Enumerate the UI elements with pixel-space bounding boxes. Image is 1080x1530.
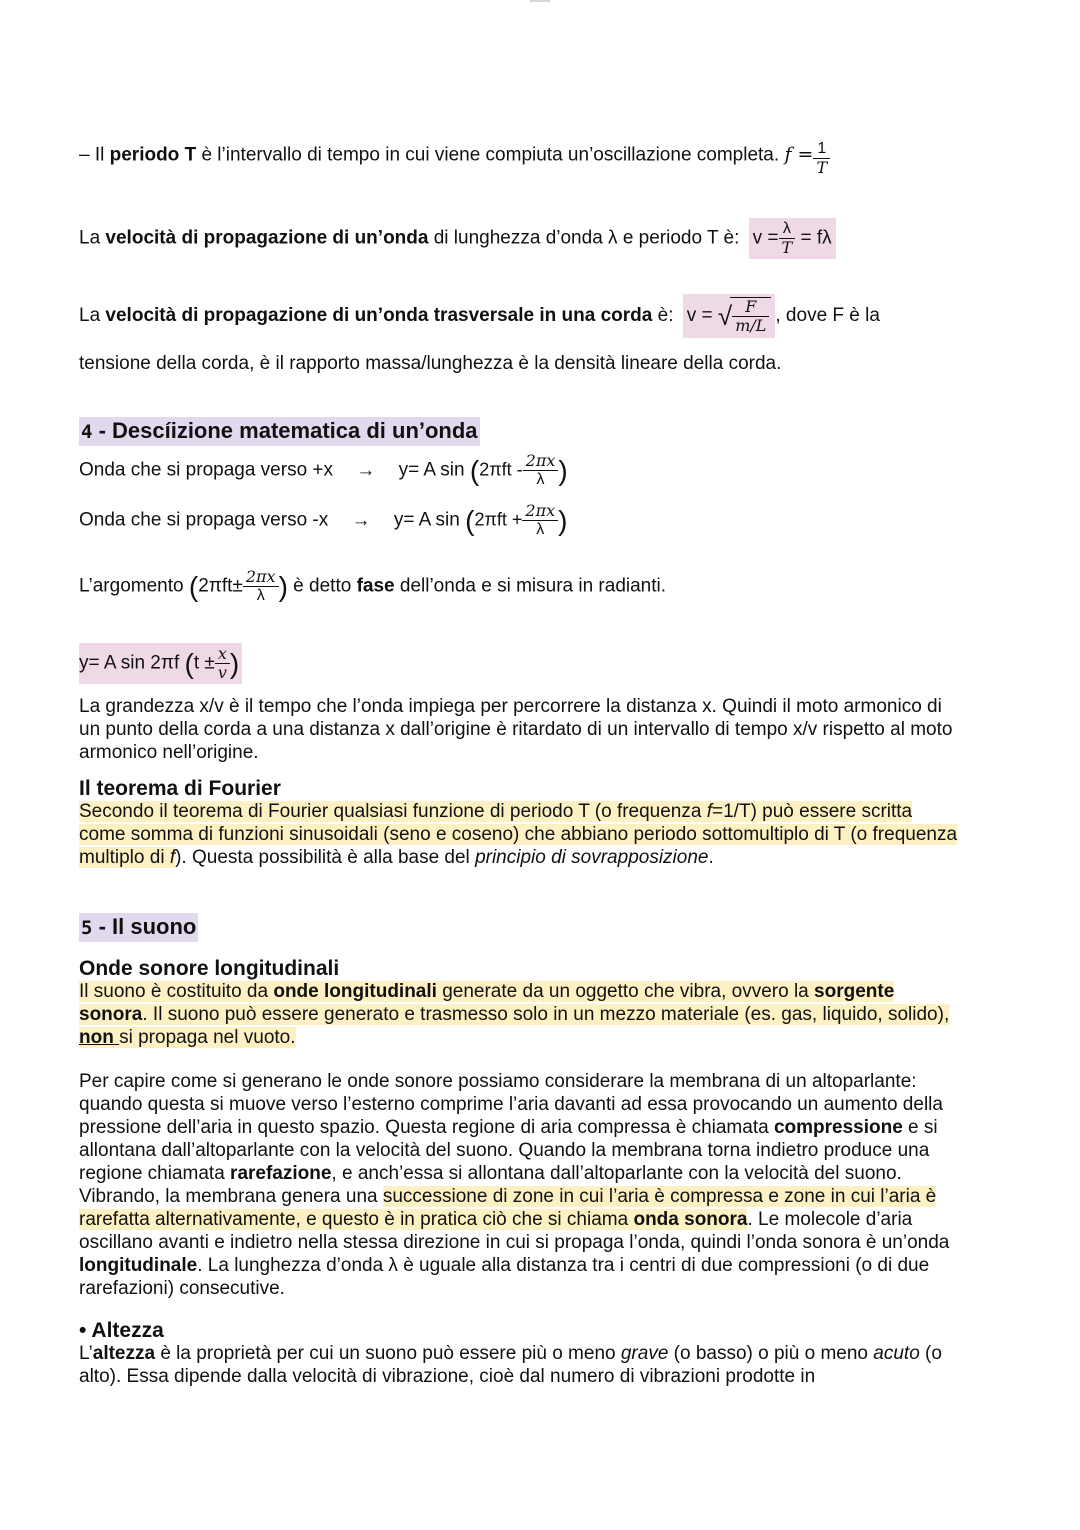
- phase-prefix: L’argomento: [79, 575, 184, 597]
- phase-rest: dell’onda e si misura in radianti.: [394, 575, 667, 597]
- speaker-text-2: e si allontana dall’altoparlante con la velocità del suono. Quando la membrana torna indietro produce una regione chiamata: [79, 1117, 938, 1184]
- period-prefix: – Il: [79, 144, 110, 166]
- pitch-text-1: L’: [79, 1343, 93, 1364]
- sound-source-term: sorgente sonora: [79, 981, 895, 1025]
- period-term: periodo T: [109, 144, 197, 166]
- wave-speed-term: velocità di propagazione di un’onda: [105, 227, 429, 249]
- section-4-number: 4: [81, 421, 93, 443]
- wave-minus-inner: 2πft +: [474, 509, 523, 530]
- frequency-fraction: [813, 140, 830, 177]
- phase-numerator: 2πx: [243, 568, 279, 587]
- speaker-highlight: successione di zone in cui l’aria è compressa e zone in cui l’aria è rarefatta alternativamente, e questo è in pratica ciò che si chiama: [79, 1186, 937, 1230]
- wave-minus-denominator: λ: [536, 521, 545, 538]
- fourier-f-2: f: [169, 847, 176, 868]
- wave-plus-denominator: λ: [536, 471, 545, 488]
- string-speed-term: velocità di propagazione di un’onda trasversale in una corda: [105, 305, 653, 327]
- speaker-text-4: . Le molecole d’aria oscillano avanti e indietro nella stessa direzione in cui si propaga l’onda, quindi l’onda sonora è un’onda: [79, 1209, 950, 1253]
- fourier-f-1: f: [706, 801, 713, 822]
- frequency-numerator: 1: [813, 140, 830, 159]
- string-speed-formula: [683, 294, 776, 338]
- fourier-text-4: .: [708, 847, 714, 868]
- wave-speed-numerator: λ: [779, 220, 796, 239]
- phase-line: L’argomento (2πft± $\frac{2\pi x}{\lambda}$ ) è detto fase dell’onda e si misura in radianti.: [79, 567, 667, 604]
- alt-equation-fraction: [215, 645, 230, 682]
- pitch-term: altezza: [92, 1343, 156, 1364]
- fourier-text-2: =1/T) può essere scritta come somma di funzioni sinusoidali (seno e coseno) che abbiano periodo sottomultiplo di T (o frequenza multiplo di: [79, 801, 958, 868]
- string-speed-suffix: , dove F è la: [775, 305, 880, 327]
- pitch-acute: acuto: [873, 1343, 920, 1364]
- fourier-paragraph: [79, 800, 959, 869]
- speaker-text-5: . La lunghezza d’onda λ è uguale alla distanza tra i centri di due compressioni (o di due rarefazioni) consecutive.: [79, 1255, 930, 1299]
- pitch-text-4: (o alto). Essa dipende dalla velocità di vibrazione, cioè dal numero di vibrazioni prodotte in: [79, 1343, 942, 1387]
- sound-text-4: si propaga nel vuoto.: [119, 1027, 296, 1048]
- fourier-text-3: ). Questa possibilità è alla base del: [175, 847, 476, 868]
- wave-plus-fraction: [523, 452, 559, 489]
- arrow-right-icon: →: [356, 459, 376, 481]
- wave-plus-inner: 2πft -: [479, 459, 523, 480]
- alt-equation-numerator: x: [215, 645, 230, 664]
- wave-minus-line: Onda che si propaga verso -x → y= A sin (2πft + $\frac{2\pi x}{\lambda}$ ): [79, 501, 568, 538]
- sound-text-1: Il suono è costituito da: [79, 981, 274, 1002]
- section-4-heading: [79, 417, 480, 446]
- section-4-title: - Descíizione matematica di un’onda: [92, 418, 478, 443]
- pitch-text-2: è la proprietà per cui un suono può essere più o meno: [155, 1343, 621, 1364]
- speaker-text-3: , e anch’essa si allontana dall’altoparlante con la velocità del suono. Vibrando, la membrana genera una: [79, 1163, 902, 1207]
- period-definition: è l’intervallo di tempo in cui viene compiuta un’oscillazione completa.: [196, 144, 780, 166]
- pitch-text-3: (o basso) o più o meno: [668, 1343, 874, 1364]
- period-line: [79, 137, 830, 177]
- section-5-title: - Il suono: [92, 914, 197, 939]
- pitch-heading: • Altezza: [79, 1319, 164, 1342]
- wave-speed-line: [79, 218, 836, 259]
- sound-text-2: generate da un oggetto che vibra, ovvero la: [436, 981, 815, 1002]
- wave-speed-denominator: T: [781, 238, 793, 257]
- phase-term: fase: [356, 575, 395, 597]
- alt-equation-inner: t ±: [193, 652, 215, 674]
- string-speed-line: [79, 294, 880, 338]
- frequency-denominator: T: [816, 158, 828, 177]
- string-speed-prefix: La: [79, 305, 106, 327]
- wave-speed-formula: [749, 218, 836, 259]
- sqrt-sign: √ $\frac{F}{m/L}$: [718, 297, 771, 335]
- section-5-number: 5: [81, 917, 93, 939]
- alt-equation-lhs: y= A sin 2πf: [79, 652, 180, 674]
- wave-plus-equation: y= A sin: [398, 459, 465, 481]
- longitudinal-waves-heading: Onde sonore longitudinali: [79, 957, 340, 980]
- fourier-principle: principio di sovrapposizione: [475, 847, 709, 868]
- wave-speed-prefix: La: [79, 227, 106, 249]
- page-top-mark: [530, 0, 550, 2]
- wave-minus-equation: y= A sin: [393, 509, 460, 531]
- speaker-text-1: Per capire come si generano le onde sonore possiamo considerare la membrana di un altoparlante: quando questa si muove verso l’esterno comprime l’aria davanti ad essa provocando un aumento della pressione dell’aria in questo spazio. Questa regione di aria compressa è chiamata: [79, 1071, 943, 1138]
- compression-term: compressione: [773, 1117, 903, 1138]
- phase-denominator: λ: [256, 587, 265, 604]
- sound-intro-paragraph: [79, 980, 959, 1049]
- string-speed-denominator: m/L: [735, 316, 767, 335]
- pitch-paragraph: [79, 1342, 959, 1388]
- string-speed-numerator: F: [732, 298, 769, 317]
- wave-speed-lhs: v =: [752, 227, 779, 249]
- arrow-right-icon: →: [351, 509, 371, 531]
- section-5-heading: [79, 913, 198, 942]
- frequency-lhs: f =: [784, 143, 814, 166]
- sound-text-3: . Il suono può essere generato e trasmesso solo in un mezzo materiale (es. gas, liquido, solido),: [142, 1004, 950, 1025]
- alt-wave-equation: y= A sin 2πf (t ± $\frac{x}{v}$ ): [79, 643, 242, 684]
- sound-longitudinal-term: onde longitudinali: [273, 981, 437, 1002]
- wave-minus-numerator: 2πx: [522, 502, 558, 521]
- phase-mid: è detto: [287, 575, 357, 597]
- wave-minus-label: Onda che si propaga verso -x: [79, 509, 329, 531]
- wave-speed-definition: di lunghezza d’onda λ e periodo T è:: [428, 227, 740, 249]
- phase-fraction: [243, 568, 279, 605]
- wave-minus-fraction: [522, 502, 558, 539]
- rarefaction-term: rarefazione: [230, 1163, 332, 1184]
- sound-non-term: non: [79, 1027, 120, 1048]
- pitch-grave: grave: [620, 1343, 669, 1364]
- string-speed-continuation: tensione della corda, è il rapporto massa/lunghezza è la densità lineare della corda.: [79, 353, 782, 374]
- fourier-text-1: Secondo il teorema di Fourier qualsiasi funzione di periodo T (o frequenza: [79, 801, 707, 822]
- phase-delay-paragraph: La grandezza x/v è il tempo che l’onda impiega per percorrere la distanza x. Quindi il moto armonico di un punto della corda a una distanza x dall’origine è ritardato di un intervallo di tempo x/v rispetto al moto armonico nell’origine.: [79, 696, 953, 763]
- longitudinal-term: longitudinale: [79, 1255, 198, 1276]
- string-speed-lhs: v =: [686, 305, 713, 327]
- alt-equation-denominator: v: [217, 663, 227, 682]
- wave-plus-label: Onda che si propaga verso +x: [79, 459, 334, 481]
- wave-plus-numerator: 2πx: [523, 452, 559, 471]
- wave-speed-rhs: = fλ: [800, 227, 832, 249]
- fourier-heading: Il teorema di Fourier: [79, 777, 281, 800]
- speaker-paragraph: [79, 1070, 959, 1300]
- string-speed-definition: è:: [652, 305, 674, 327]
- wave-plus-line: Onda che si propaga verso +x → y= A sin (2πft - $\frac{2\pi x}{\lambda}$ ): [79, 451, 568, 488]
- phase-inner: 2πft±: [198, 575, 243, 597]
- wave-speed-fraction: [779, 220, 796, 257]
- sound-wave-term: onda sonora: [633, 1209, 748, 1230]
